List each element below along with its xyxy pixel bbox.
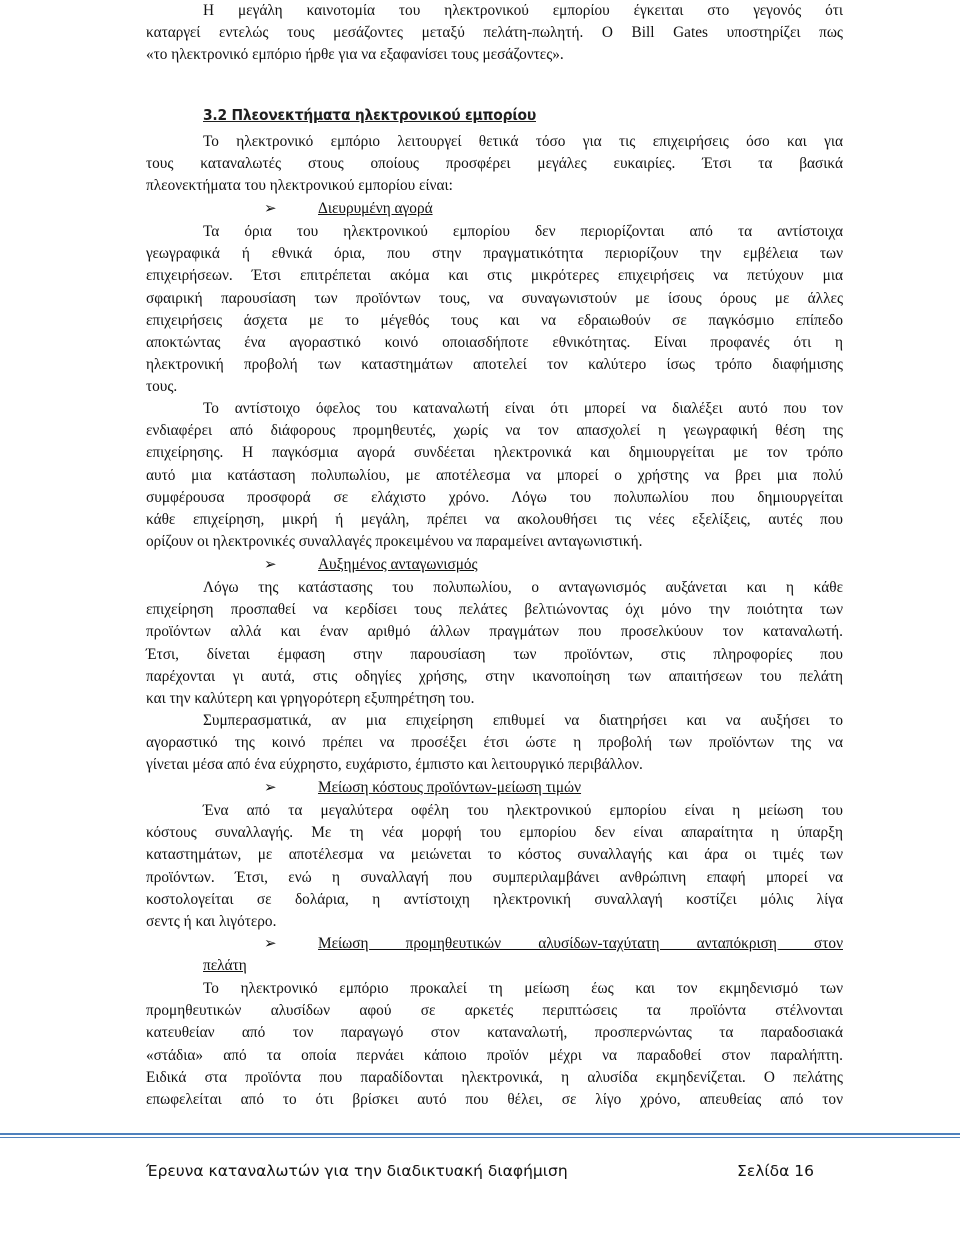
text-line: κατευθείαν από τον παραγωγό στον καταναλωτή, προσπερνώντας τα παραδοσιακά	[146, 1024, 843, 1042]
paragraph	[146, 398, 843, 553]
footer-rule-thin	[0, 1137, 960, 1138]
paragraph	[146, 577, 843, 710]
text-line: παρέχονται γι αυτά, στις οδηγίες χρήσης, στην ικανοποίηση των απαιτήσεων του πελάτη	[146, 667, 843, 685]
bullet-label: Αυξημένος ανταγωνισμός	[318, 556, 478, 573]
text-line: επωφελείται από το ότι βρίσκει αυτό που θέλει, σε λίγο χρόνο, απευθείας από τον	[146, 1091, 843, 1109]
text-line: καταργεί εντελώς τους μεσάζοντες μεταξύ πελάτη-πωλητή. Ο Bill Gates υποστηρίζει πως	[146, 24, 843, 42]
bullet-item	[146, 198, 843, 220]
arrowhead-bullet-icon: ➢	[264, 780, 277, 796]
text-line: κοστολογείται σε δολάρια, η αντίστοιχη ηλεκτρονική συναλλαγή κοστίζει μόλις λίγα	[146, 890, 843, 908]
text-line: σφαιρική παρουσίαση των προϊόντων τους, να συναγωνιστούν με ίσους όρους με άλλες	[146, 289, 843, 307]
arrowhead-bullet-icon: ➢	[264, 557, 277, 573]
text-line: επιχείρηση προσπαθεί να κερδίσει τους πελάτες βελτιώνοντας όχι μόνο την ποιότητα των	[146, 601, 843, 619]
text-line: επιχείρησης. Η παγκόσμια αγορά συνδέεται ηλεκτρονικά και δημιουργείται με τον τρόπο	[146, 444, 843, 462]
text-line: επιχειρήσεων. Έτσι επιτρέπεται ακόμα και στις μικρότερες επιχειρήσεις να πετύχουν μια	[146, 267, 843, 285]
text-line: Ειδικά στα προϊόντα που παραδίδονται ηλεκτρονικά, η αλυσίδα εκμηδενίζεται. Ο πελάτης	[146, 1068, 843, 1086]
text-line: Το ηλεκτρονικό εμπόριο προκαλεί τη μείωση έως και τον εκμηδενισμό των	[203, 980, 843, 997]
text-line: αγοραστικό της κοινό πρέπει να προσέξει έτσι ώστε η προβολή των προϊόντων της να	[146, 734, 843, 752]
footer-title: Έρευνα καταναλωτών για την διαδικτυακή διαφήμιση	[146, 1162, 568, 1180]
bullet-label-continued: πελάτη	[203, 957, 247, 975]
text-line: τους.	[146, 378, 178, 396]
bullet-item	[146, 777, 843, 799]
text-line: Έτσι, δίνεται έμφαση στην παρουσίαση των προϊόντων, στις πληροφορίες που	[146, 645, 843, 663]
text-line: προϊόντων. Έτσι, ενώ η συναλλαγή που συμπεριλαμβάνει ανθρώπινη επαφή μπορεί να	[146, 868, 843, 886]
bullet-label: Διευρυμένη αγορά	[318, 200, 433, 217]
paragraph	[146, 221, 843, 399]
text-line: Η μεγάλη καινοτομία του ηλεκτρονικού εμπορίου έγκειται στο γεγονός ότι	[203, 2, 843, 19]
text-line: Συμπερασματικά, αν μια επιχείρηση επιθυμεί να διατηρήσει και να αυξήσει το	[203, 712, 843, 729]
text-line: γίνεται μέσα από ένα εύχρηστο, ευχάριστο, έμπιστο και λειτουργικό περιβάλλον.	[146, 756, 643, 774]
text-line: ηλεκτρονική προβολή των καταστημάτων αποτελεί τον καλύτερο ίσως τρόπο διαφήμισης	[146, 356, 843, 374]
text-line: αποκτώντας ένα αγοραστικό κοινό οποιασδήποτε εθνικότητας. Είναι προφανές ότι η	[146, 334, 843, 352]
text-line: σεντς ή και λιγότερο.	[146, 913, 277, 931]
bullet-label: Μείωση προμηθευτικών αλυσίδων-ταχύτατη ανταπόκριση στον	[318, 935, 843, 952]
text-line: καταστημάτων, με αποτέλεσμα να μειώνεται το κόστος συναλλαγής και άρα οι τιμές των	[146, 846, 843, 864]
arrowhead-bullet-icon: ➢	[264, 201, 277, 217]
footer-rule	[0, 1133, 960, 1135]
text-line: ενδιαφέρει από διάφορους προμηθευτές, χωρίς να τον απασχολεί η γεωγραφική θέση της	[146, 422, 843, 440]
page-number: Σελίδα 16	[737, 1162, 814, 1180]
intro-paragraph	[146, 0, 843, 67]
text-line: συμφέρουσα προσφορά σε ελάχιστο χρόνο. Λόγω του πολυπωλίου που δημιουργείται	[146, 488, 843, 506]
arrowhead-bullet-icon: ➢	[264, 936, 277, 952]
text-line: Τα όρια του ηλεκτρονικού εμπορίου δεν περιορίζονται από τα αντίστοιχα	[203, 223, 843, 240]
section-intro-paragraph	[146, 131, 843, 198]
text-line: κόστους συναλλαγής. Με τη νέα μορφή του εμπορίου δεν είναι απαραίτητα η ύπαρξη	[146, 824, 843, 842]
text-line: ορίζουν οι ηλεκτρονικές συναλλαγές προκειμένου να παραμείνει ανταγωνιστική.	[146, 533, 643, 551]
text-line: αυτό μια κατάσταση πολυπωλίου, με αποτέλεσμα να μπορεί ο χρήστης να βρει μια πολύ	[146, 466, 843, 484]
bullet-item	[146, 554, 843, 576]
section-heading: 3.2 Πλεονεκτήματα ηλεκτρονικού εμπορίου	[203, 106, 536, 124]
text-line: και την καλύτερη και γρηγορότερη εξυπηρέτηση του.	[146, 690, 475, 708]
text-line: πλεονεκτήματα του ηλεκτρονικού εμπορίου είναι:	[146, 177, 453, 195]
paragraph	[146, 800, 843, 933]
text-line: «στάδια» από τα οποία περνάει κάποιο προϊόν μέχρι να παραδοθεί στον παραλήπτη.	[146, 1046, 843, 1064]
bullet-label: Μείωση κόστους προϊόντων-μείωση τιμών	[318, 779, 582, 796]
text-line: προϊόντων αλλά και έναν αριθμό άλλων πραγμάτων που προσελκύουν τον καταναλωτή.	[146, 623, 843, 641]
text-line: Το αντίστοιχο όφελος του καταναλωτή είναι ότι μπορεί να διαλέξει αυτό που τον	[203, 400, 843, 417]
paragraph	[146, 710, 843, 777]
text-line: «το ηλεκτρονικό εμπόριο ήρθε για να εξαφανίσει τους μεσάζοντες».	[146, 46, 564, 64]
paragraph	[146, 978, 843, 1111]
text-line: Ένα από τα μεγαλύτερα οφέλη του ηλεκτρονικού εμπορίου είναι η μείωση του	[203, 802, 843, 819]
text-line: τους καταναλωτές στους οποίους προσφέρει μεγάλες ευκαιρίες. Έτσι τα βασικά	[146, 155, 843, 173]
text-line: επιχειρήσεις άσχετα με το μέγεθός τους και να εδραιωθούν σε παγκόσμιο επίπεδο	[146, 311, 843, 329]
text-line: γεωγραφικά ή εθνικά όρια, που στην πραγματικότητα περιορίζουν την εμβέλεια των	[146, 245, 843, 263]
text-line: Λόγω της κατάστασης του πολυπωλίου, ο ανταγωνισμός αυξάνεται και η κάθε	[203, 579, 843, 596]
text-line: Το ηλεκτρονικό εμπόριο λειτουργεί θετικά τόσο για τις επιχειρήσεις όσο και για	[203, 133, 843, 150]
text-line: κάθε επιχείρηση, μικρή ή μεγάλη, πρέπει να ακολουθήσει τις νέες εξελίξεις, αυτές που	[146, 511, 843, 529]
text-line: προμηθευτικών αλυσίδων αφού σε αρκετές περιπτώσεις τα προϊόντα στέλνονται	[146, 1002, 843, 1020]
bullet-item	[146, 933, 843, 977]
